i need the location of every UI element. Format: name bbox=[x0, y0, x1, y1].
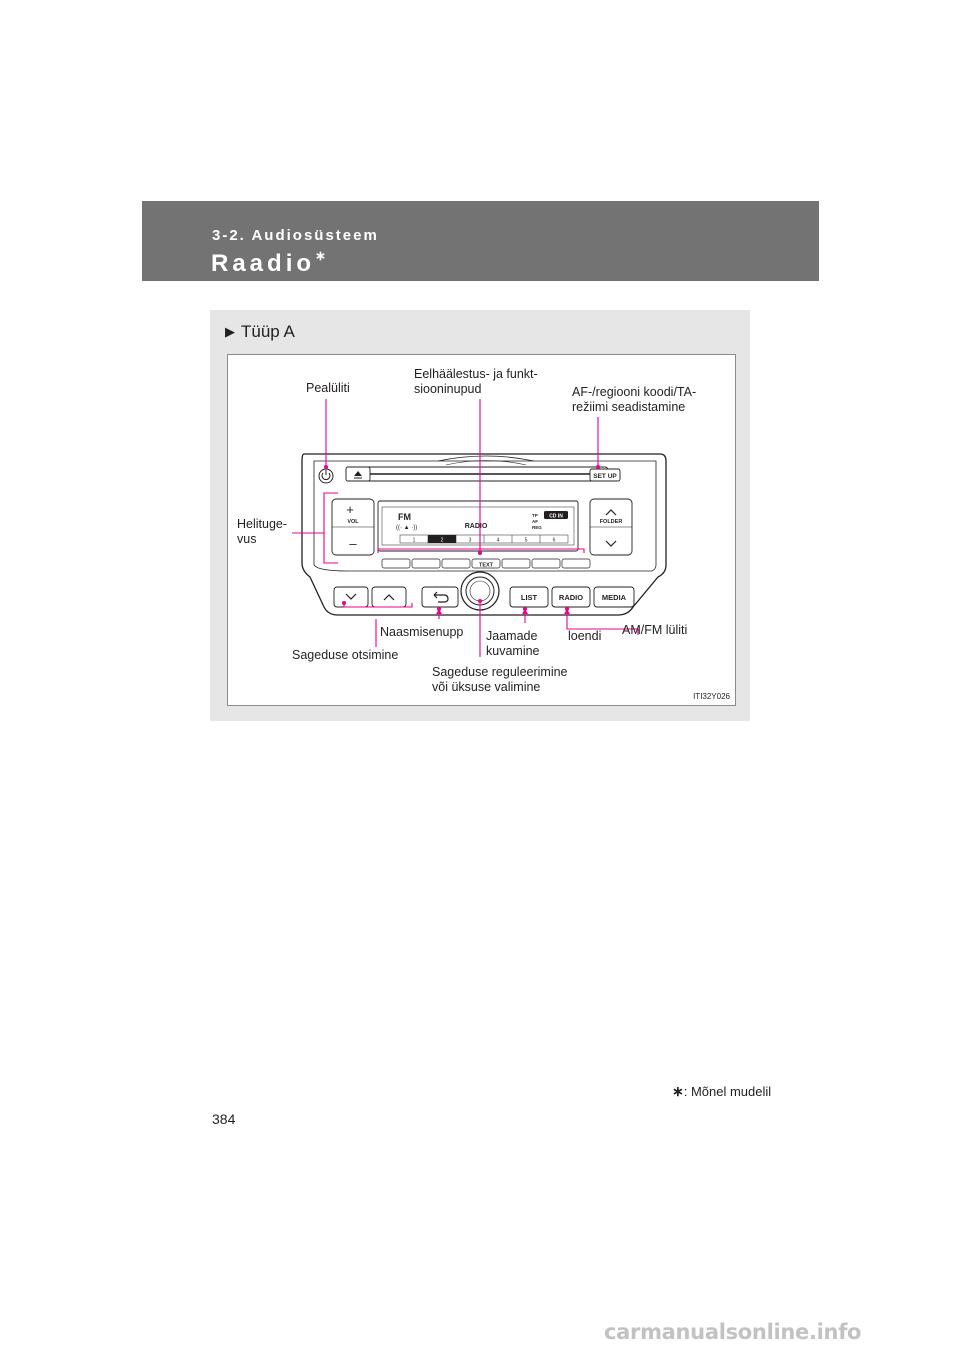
page-heading-mark: ∗ bbox=[315, 248, 326, 263]
callout-volume-line2: vus bbox=[237, 532, 257, 546]
display-tp: TP bbox=[532, 513, 538, 518]
watermark: carmanualsonline.info bbox=[604, 1320, 862, 1344]
back-button bbox=[422, 587, 458, 607]
setup-button-label: SET UP bbox=[593, 473, 617, 480]
radio-diagram bbox=[227, 354, 736, 706]
figure-panel bbox=[210, 310, 750, 721]
callout-setup-line2: režiimi seadistamine bbox=[572, 400, 686, 414]
display-reg: REG bbox=[532, 525, 542, 530]
list-button-label: LIST bbox=[520, 593, 538, 602]
display-preset-6: 6 bbox=[552, 537, 556, 544]
right-triangle-icon: ▶ bbox=[225, 324, 235, 339]
figure-id: ITI32Y026 bbox=[693, 692, 730, 701]
callout-list-line1: Jaamade bbox=[486, 629, 538, 643]
display-preset-3: 3 bbox=[468, 537, 472, 544]
callout-list-word: loendi bbox=[568, 629, 602, 643]
volume-minus-icon: – bbox=[349, 536, 357, 551]
display-antenna-icon: ((· ▲ ·)) bbox=[396, 525, 418, 531]
seek-down-button bbox=[334, 587, 368, 607]
callout-volume-line1: Helituge- bbox=[237, 517, 288, 531]
type-label bbox=[225, 322, 295, 342]
footnote-text: : Mõnel mudelil bbox=[683, 1084, 772, 1099]
callout-seek: Sageduse otsimine bbox=[292, 648, 399, 662]
volume-rocker-label: VOL bbox=[347, 519, 359, 525]
seek-up-button bbox=[372, 587, 406, 607]
folder-rocker-label: FOLDER bbox=[599, 519, 623, 525]
display-preset-4: 4 bbox=[496, 537, 500, 544]
display-preset-strip bbox=[400, 535, 568, 544]
footnote bbox=[672, 1083, 771, 1100]
callout-tune-line1: Sageduse reguleerimine bbox=[432, 665, 568, 679]
volume-plus-icon: + bbox=[346, 502, 354, 517]
page-number: 384 bbox=[212, 1111, 236, 1127]
page-heading-text: Raadio bbox=[211, 250, 316, 277]
footnote-mark: ∗ bbox=[672, 1083, 684, 1099]
page-heading bbox=[211, 250, 326, 278]
display-cdin: CD IN bbox=[549, 513, 563, 520]
section-label: 3-2. Audiosüsteem bbox=[212, 227, 379, 244]
display-preset-5: 5 bbox=[524, 537, 528, 544]
callout-list-line2: kuvamine bbox=[486, 644, 540, 658]
callout-radio-switch: AM/FM lüliti bbox=[622, 623, 688, 637]
type-label-text: Tüüp A bbox=[241, 322, 295, 341]
display-af: AF bbox=[532, 519, 538, 524]
display-preset-1: 1 bbox=[412, 537, 416, 544]
text-button-label: TEXT bbox=[478, 562, 494, 569]
callout-tune-line2: või üksuse valimine bbox=[432, 680, 541, 694]
header-band bbox=[142, 201, 819, 281]
display-mode: RADIO bbox=[464, 523, 488, 530]
display-band: FM bbox=[398, 512, 411, 522]
callout-preset-line1: Eelhäälestus- ja funkt- bbox=[414, 367, 538, 381]
callout-power: Pealüliti bbox=[306, 381, 350, 395]
callout-preset-line2: siooninupud bbox=[414, 382, 482, 396]
callout-back: Naasmisenupp bbox=[380, 625, 464, 639]
callout-setup-line1: AF-/regiooni koodi/TA- bbox=[572, 385, 697, 399]
radio-button-label: RADIO bbox=[558, 593, 584, 602]
media-button-label: MEDIA bbox=[601, 593, 627, 602]
display-preset-2: 2 bbox=[440, 537, 444, 544]
